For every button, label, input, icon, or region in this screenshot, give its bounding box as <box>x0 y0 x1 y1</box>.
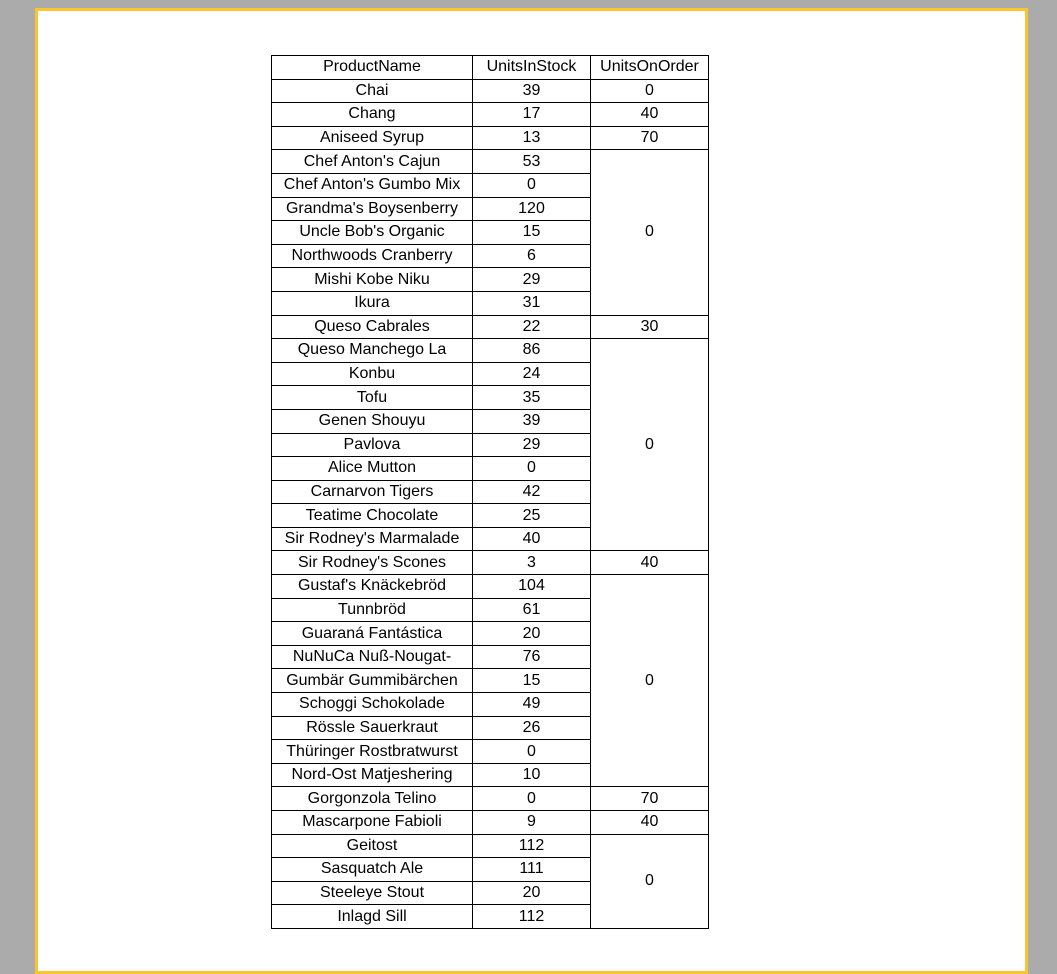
product-name-cell: Inlagd Sill <box>272 905 473 929</box>
units-in-stock-cell: 25 <box>473 504 591 528</box>
product-name-cell: Uncle Bob's Organic <box>272 221 473 245</box>
table-row <box>272 150 709 174</box>
product-name-cell: Mascarpone Fabioli <box>272 811 473 835</box>
units-in-stock-cell: 39 <box>473 79 591 103</box>
units-in-stock-cell: 86 <box>473 339 591 363</box>
product-name-cell: Mishi Kobe Niku <box>272 268 473 292</box>
product-name-cell: Tofu <box>272 386 473 410</box>
units-in-stock-cell: 15 <box>473 669 591 693</box>
units-in-stock-cell: 120 <box>473 197 591 221</box>
units-in-stock-cell: 20 <box>473 622 591 646</box>
units-in-stock-cell: 35 <box>473 386 591 410</box>
units-in-stock-cell: 61 <box>473 598 591 622</box>
units-on-order-cell: 0 <box>591 834 709 928</box>
table-row <box>272 79 709 103</box>
header-units-in-stock: UnitsInStock <box>473 56 591 80</box>
product-name-cell: Chef Anton's Cajun <box>272 150 473 174</box>
units-in-stock-cell: 26 <box>473 716 591 740</box>
units-in-stock-cell: 39 <box>473 409 591 433</box>
units-in-stock-cell: 53 <box>473 150 591 174</box>
product-name-cell: Gorgonzola Telino <box>272 787 473 811</box>
units-in-stock-cell: 15 <box>473 221 591 245</box>
units-in-stock-cell: 49 <box>473 693 591 717</box>
units-in-stock-cell: 9 <box>473 811 591 835</box>
product-name-cell: Sasquatch Ale <box>272 858 473 882</box>
table-body <box>272 79 709 928</box>
units-on-order-cell: 40 <box>591 551 709 575</box>
units-in-stock-cell: 24 <box>473 362 591 386</box>
product-name-cell: Sir Rodney's Marmalade <box>272 527 473 551</box>
units-on-order-cell: 0 <box>591 79 709 103</box>
units-in-stock-cell: 29 <box>473 433 591 457</box>
product-name-cell: Thüringer Rostbratwurst <box>272 740 473 764</box>
header-product-name: ProductName <box>272 56 473 80</box>
units-in-stock-cell: 29 <box>473 268 591 292</box>
product-name-cell: Pavlova <box>272 433 473 457</box>
products-table <box>271 55 709 929</box>
units-on-order-cell: 30 <box>591 315 709 339</box>
table-row <box>272 575 709 599</box>
units-on-order-cell: 70 <box>591 126 709 150</box>
table-row <box>272 811 709 835</box>
product-name-cell: Ikura <box>272 291 473 315</box>
product-name-cell: Rössle Sauerkraut <box>272 716 473 740</box>
product-name-cell: Geitost <box>272 834 473 858</box>
units-in-stock-cell: 0 <box>473 457 591 481</box>
units-in-stock-cell: 42 <box>473 480 591 504</box>
product-name-cell: Northwoods Cranberry <box>272 244 473 268</box>
units-in-stock-cell: 31 <box>473 291 591 315</box>
units-on-order-cell: 70 <box>591 787 709 811</box>
table-row <box>272 315 709 339</box>
product-name-cell: Chef Anton's Gumbo Mix <box>272 173 473 197</box>
table-row <box>272 551 709 575</box>
table-row <box>272 834 709 858</box>
product-name-cell: Queso Cabrales <box>272 315 473 339</box>
product-name-cell: Alice Mutton <box>272 457 473 481</box>
product-name-cell: Steeleye Stout <box>272 881 473 905</box>
units-in-stock-cell: 3 <box>473 551 591 575</box>
product-name-cell: Schoggi Schokolade <box>272 693 473 717</box>
product-name-cell: Genen Shouyu <box>272 409 473 433</box>
units-in-stock-cell: 104 <box>473 575 591 599</box>
units-in-stock-cell: 0 <box>473 740 591 764</box>
product-name-cell: Grandma's Boysenberry <box>272 197 473 221</box>
units-in-stock-cell: 20 <box>473 881 591 905</box>
units-on-order-cell: 40 <box>591 811 709 835</box>
units-in-stock-cell: 0 <box>473 787 591 811</box>
units-in-stock-cell: 111 <box>473 858 591 882</box>
units-in-stock-cell: 10 <box>473 763 591 787</box>
table-row <box>272 103 709 127</box>
product-name-cell: Teatime Chocolate <box>272 504 473 528</box>
units-in-stock-cell: 17 <box>473 103 591 127</box>
product-name-cell: Konbu <box>272 362 473 386</box>
table-row <box>272 339 709 363</box>
product-name-cell: Nord-Ost Matjeshering <box>272 763 473 787</box>
units-on-order-cell: 0 <box>591 150 709 315</box>
units-in-stock-cell: 13 <box>473 126 591 150</box>
units-in-stock-cell: 0 <box>473 173 591 197</box>
product-name-cell: Aniseed Syrup <box>272 126 473 150</box>
units-on-order-cell: 0 <box>591 339 709 551</box>
header-row <box>272 56 709 80</box>
table-row <box>272 126 709 150</box>
product-name-cell: Gumbär Gummibärchen <box>272 669 473 693</box>
units-in-stock-cell: 22 <box>473 315 591 339</box>
report-page <box>35 8 1028 974</box>
units-in-stock-cell: 112 <box>473 834 591 858</box>
units-in-stock-cell: 6 <box>473 244 591 268</box>
product-name-cell: Tunnbröd <box>272 598 473 622</box>
table-row <box>272 787 709 811</box>
product-name-cell: Guaraná Fantástica <box>272 622 473 646</box>
units-on-order-cell: 0 <box>591 575 709 787</box>
product-name-cell: Chai <box>272 79 473 103</box>
units-in-stock-cell: 40 <box>473 527 591 551</box>
units-on-order-cell: 40 <box>591 103 709 127</box>
units-in-stock-cell: 76 <box>473 645 591 669</box>
units-in-stock-cell: 112 <box>473 905 591 929</box>
product-name-cell: Sir Rodney's Scones <box>272 551 473 575</box>
product-name-cell: Carnarvon Tigers <box>272 480 473 504</box>
product-name-cell: Chang <box>272 103 473 127</box>
product-name-cell: Queso Manchego La <box>272 339 473 363</box>
product-name-cell: Gustaf's Knäckebröd <box>272 575 473 599</box>
product-name-cell: NuNuCa Nuß-Nougat- <box>272 645 473 669</box>
header-units-on-order: UnitsOnOrder <box>591 56 709 80</box>
